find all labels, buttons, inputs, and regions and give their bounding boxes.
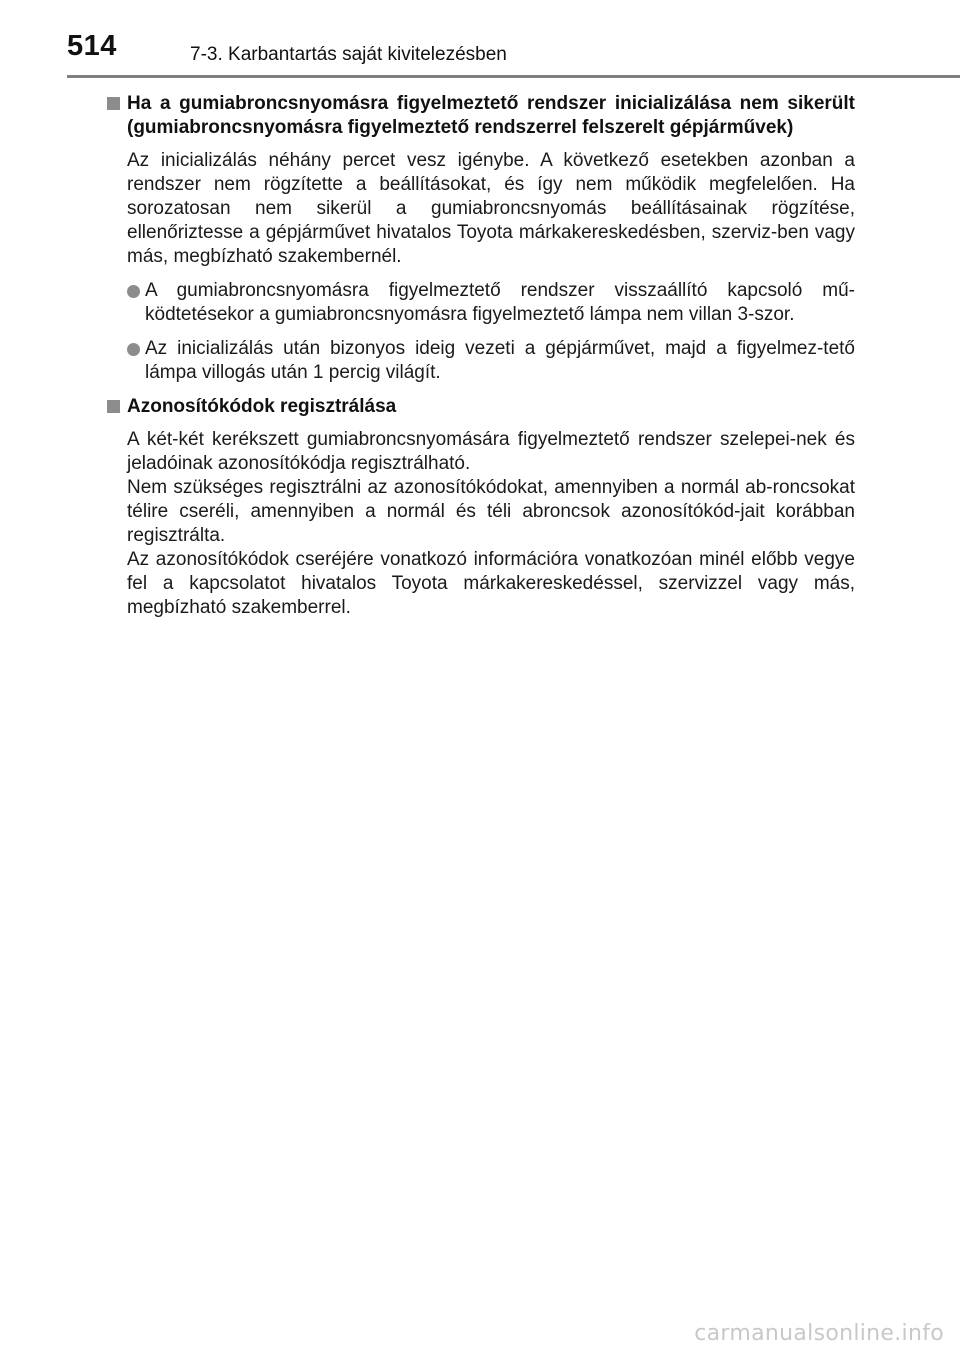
page-content — [107, 92, 855, 620]
list-item-text: A gumiabroncsnyomásra figyelmeztető rendszer visszaállító kapcsoló mű-ködtetésekor a gumiabroncsnyomásra figyelmeztető lámpa nem villan 3-szor. — [145, 280, 855, 325]
page-header — [0, 0, 960, 80]
header-divider — [67, 75, 960, 78]
watermark: carmanualsonline.info — [694, 1321, 944, 1346]
section-heading-text: Azonosítókódok regisztrálása — [127, 396, 397, 417]
square-bullet-icon — [107, 97, 120, 110]
paragraph: Nem szükséges regisztrálni az azonosítókódokat, amennyiben a normál ab-roncsokat télire cseréli, amennyiben a normál és téli abroncsok azonosítókód-jait korábban regisztrálta. — [127, 477, 855, 546]
page-number: 514 — [67, 30, 117, 62]
list-item — [127, 337, 855, 385]
section-body — [127, 149, 855, 269]
paragraph: Az inicializálás néhány percet vesz igénybe. A következő esetekben azonban a rendszer nem rögzítette a beállításokat, és így nem működik megfelelően. Ha sorozatosan nem sikerül a gumiabroncsnyomás beállításainak rögzítése, ellenőriztesse a gépjárművet hivatalos Toyota márkakereskedésben, szerviz-ben vagy más, megbízható szakembernél. — [127, 150, 855, 267]
section-heading-id-codes — [107, 395, 855, 419]
square-bullet-icon — [107, 400, 120, 413]
paragraph: Az azonosítókódok cseréjére vonatkozó információra vonatkozóan minél előbb vegye fel a kapcsolatot hivatalos Toyota márkakereskedéssel, szervizzel vagy más, megbízható szakemberrel. — [127, 549, 855, 618]
section-heading-text: Ha a gumiabroncsnyomásra figyelmeztető rendszer inicializálása nem sikerült (gumiabroncsnyomásra figyelmeztető rendszerrel felszerelt gépjárművek) — [127, 93, 855, 138]
paragraph: A két-két kerékszett gumiabroncsnyomására figyelmeztető rendszer szelepei-nek és jeladóinak azonosítókódja regisztrálható. — [127, 429, 855, 474]
circle-bullet-icon — [127, 343, 140, 356]
circle-bullet-icon — [127, 285, 140, 298]
section-body — [127, 428, 855, 620]
list-item-text: Az inicializálás után bizonyos ideig vezeti a gépjárművet, majd a figyelmez-tető lámpa villogás után 1 percig világít. — [145, 338, 855, 383]
section-heading-initialization — [107, 92, 855, 140]
list-item — [127, 279, 855, 327]
chapter-title: 7-3. Karbantartás saját kivitelezésben — [190, 44, 507, 65]
